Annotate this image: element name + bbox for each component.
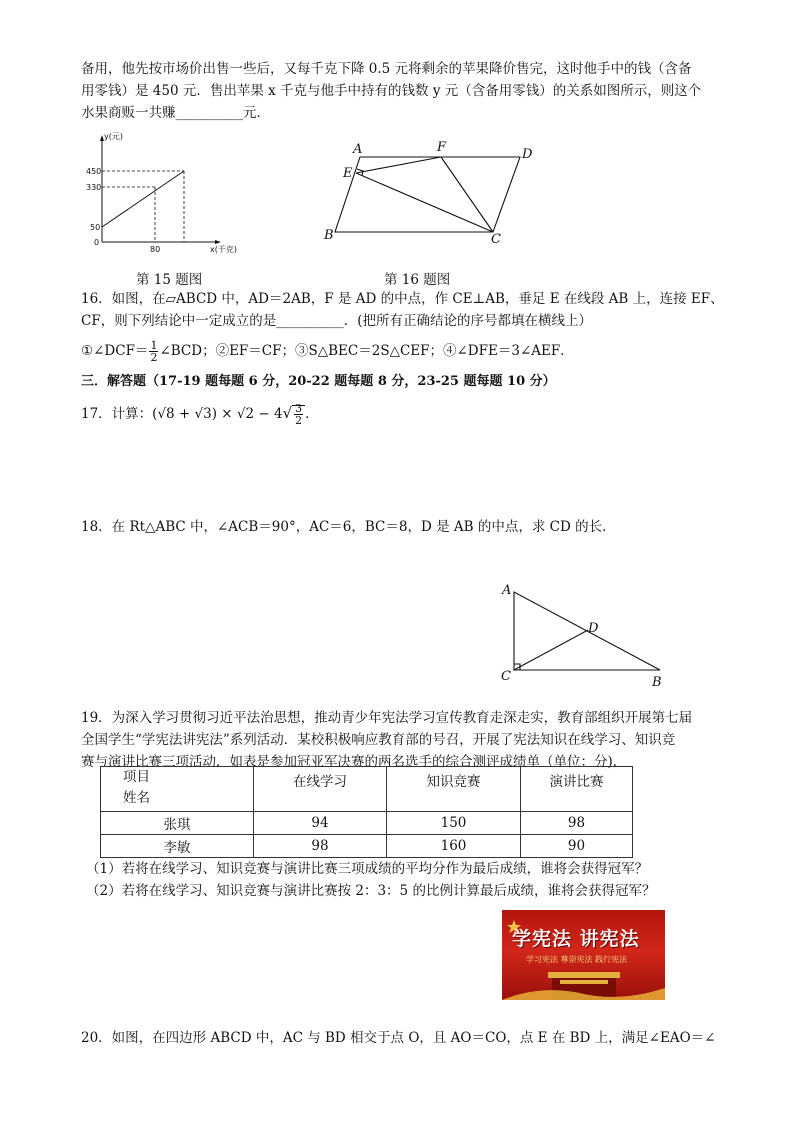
graph-x-tick-80: 80	[150, 245, 161, 254]
poster-title: 学宪法 讲宪法	[512, 928, 640, 950]
graph-line	[102, 171, 184, 227]
q16-options	[81, 338, 711, 364]
graph-y-tick-330: 330	[86, 183, 102, 192]
poster-subtitle: 学习宪法 尊崇宪法 践行宪法	[526, 955, 628, 964]
graph-y-tick-50: 50	[90, 223, 101, 232]
graph-x-label: x(千克)	[210, 245, 237, 254]
segment-cd	[514, 630, 588, 670]
segment-ef	[356, 157, 441, 173]
label-c: C	[491, 232, 501, 246]
label-a: A	[353, 142, 363, 157]
label-e: E	[343, 166, 353, 181]
q16-options-rest: ∠BCD；②EF＝CF；③S△BEC＝2S△CEF；④∠DFE＝3∠AEF．	[159, 343, 574, 359]
constitution-poster-image	[502, 910, 665, 1000]
q15-caption: 第 15 题图	[136, 272, 203, 288]
q19-line2: 全国学生“学宪法讲宪法”系列活动．某校积极响应教育部的号召，开展了宪法知识在线学习、知识竞	[81, 732, 676, 748]
label-b: B	[652, 675, 662, 690]
q19-sub2: （2）若将在线学习、知识竞赛与演讲比赛按 2：3：5 的比例计算最后成绩，谁将会获得冠军？	[86, 883, 656, 899]
label-c: C	[501, 669, 511, 684]
q19-sub1: （1）若将在线学习、知识竞赛与演讲比赛三项成绩的平均分作为最后成绩，谁将会获得冠军？	[86, 861, 649, 877]
label-a: A	[502, 583, 512, 598]
label-d: D	[522, 147, 533, 162]
q16-figure	[320, 136, 540, 246]
table-header-row	[101, 767, 633, 812]
q20-text: 20．如图，在四边形 ABCD 中，AC 与 BD 相交于点 O，且 AO＝CO，点 E 在 BD 上，满足∠EAO＝∠	[81, 1030, 716, 1046]
q18-figure	[496, 578, 671, 690]
fraction-one-half: $\frac{1}{2}$	[150, 339, 158, 364]
cell-value: 98	[521, 812, 633, 835]
parallelogram-abcd	[335, 157, 520, 232]
cell-value: 150	[387, 812, 521, 835]
q16-caption: 第 16 题图	[384, 272, 451, 288]
q19-line1: 19．为深入学习贯彻习近平法治思想，推动青少年宪法学习宣传教育走深走实，教育部组织开展第七届	[81, 710, 693, 726]
q19-line3: 赛与演讲比赛三项活动．如表是参加冠亚军决赛的两名选手的综合测评成绩单（单位：分)．	[81, 754, 627, 770]
section-3-heading: 三．解答题（17-19 题每题 6 分，20-22 题每题 8 分，23-25 题每题 10 分）	[81, 374, 556, 389]
label-d: D	[588, 621, 599, 636]
cell-value: 90	[521, 835, 633, 858]
graph-y-tick-450: 450	[86, 167, 102, 176]
cell-value: 160	[387, 835, 521, 858]
q15-line2: 用零钱）是 450 元．售出苹果 x 千克与他手中持有的钱数 y 元（含备用零钱）的关系如图所示，则这个	[81, 83, 702, 99]
q15-graph	[80, 130, 240, 255]
q15-line3: 水果商贩一共赚__________元．	[81, 105, 270, 121]
q16-line2: CF，则下列结论中一定成立的是__________．(把所有正确结论的序号都填在横线上）	[81, 313, 592, 329]
label-b: B	[324, 228, 334, 243]
header-online-learning: 在线学习	[254, 767, 387, 812]
row-name: 李敏	[101, 835, 254, 858]
header-speech-contest: 演讲比赛	[521, 767, 633, 812]
cell-value: 94	[254, 812, 387, 835]
table-row	[101, 812, 633, 835]
header-knowledge-contest: 知识竞赛	[387, 767, 521, 812]
q16-option1-start: ①∠DCF＝	[81, 343, 149, 359]
score-table	[100, 766, 633, 858]
q18-text: 18．在 Rt△ABC 中，∠ACB＝90°，AC＝6，BC＝8，D 是 AB 的中点，求 CD 的长．	[81, 519, 616, 535]
row-name: 张琪	[101, 812, 254, 835]
table-corner-cell: 项目 姓名	[101, 767, 254, 812]
table-row	[101, 835, 633, 858]
cell-value: 98	[254, 835, 387, 858]
q17-expression: 17．计算：(√8 + √3) × √2 − 4√ $\frac{3}{2}$ ．	[81, 402, 319, 427]
graph-y-label: y(元)	[104, 132, 123, 141]
q15-line1: 备用，他先按市场价出售一些后，又每千克下降 0.5 元将剩余的苹果降价售完，这时他手中的钱（含备	[81, 61, 692, 77]
q16-line1: 16．如图，在▱ABCD 中，AD＝2AB，F 是 AD 的中点，作 CE⊥AB，垂足 E 在线段 AB 上，连接 EF、	[81, 291, 724, 307]
graph-origin: 0	[94, 238, 100, 247]
label-f: F	[437, 140, 447, 155]
fraction-three-halves: $\frac{3}{2}$	[295, 402, 303, 427]
